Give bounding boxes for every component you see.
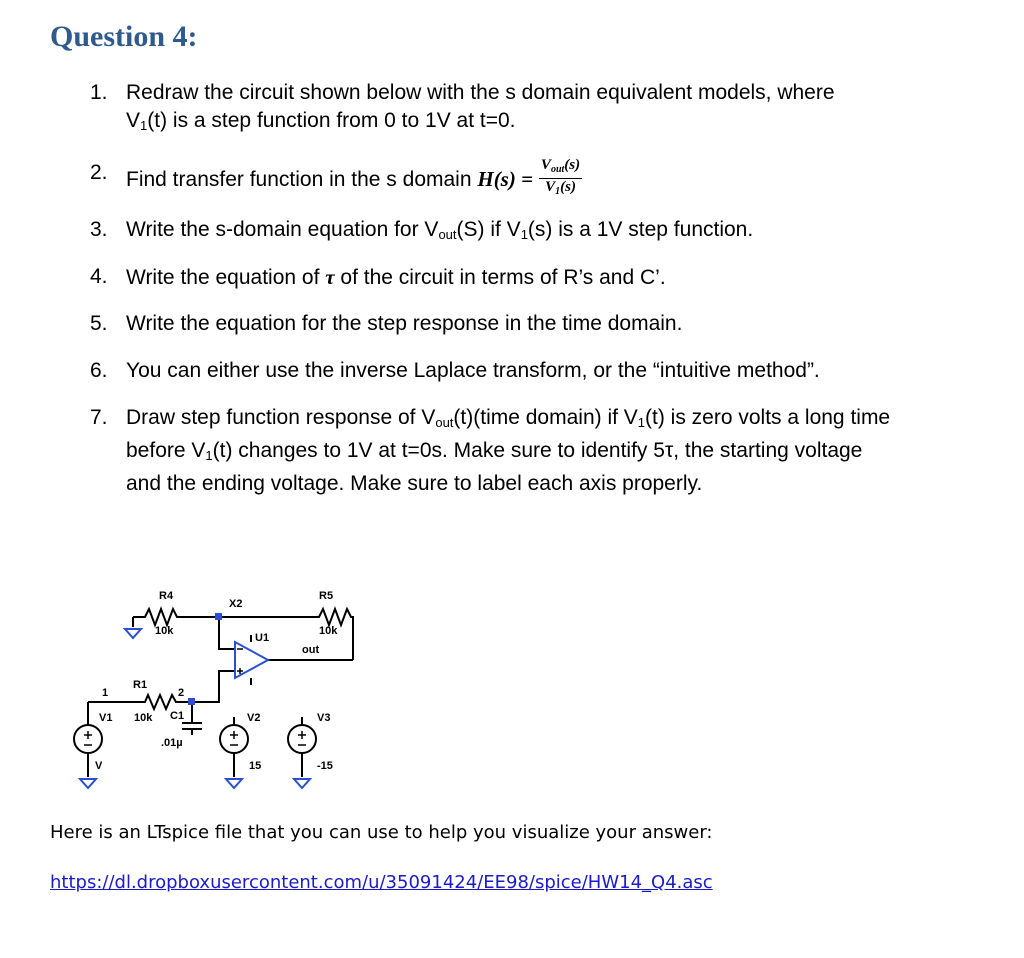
item-text-line2: $V_1(t)$ is a step function from 0 to 1V at t=0. xyxy=(126,109,516,133)
item-text: Draw step function response of $V_{out}(t)(time$ domain) if $V_1(t)$ is zero volts a long time before $V_1(t)$ changes to 1V at t=0s. Make sure to identify 5τ, the starting voltage and the ending voltage. Make sure to label each axis properly. xyxy=(126,406,891,495)
label-node-1: 1 xyxy=(102,687,109,699)
question-title: Question 4: xyxy=(50,20,198,53)
label-r5: R5 xyxy=(319,590,334,602)
label-r1: R1 xyxy=(133,679,148,691)
ltspice-file-link[interactable]: https://dl.dropboxusercontent.com/u/35091424/EE98/spice/HW14_Q4.asc xyxy=(50,872,713,893)
item-number: 3. xyxy=(90,218,108,241)
item-number: 6. xyxy=(90,359,108,382)
label-node-2: 2 xyxy=(178,687,185,699)
item-text: You can either use the inverse Laplace transform, or the “intuitive method”. xyxy=(126,359,820,382)
label-v3-value: -15 xyxy=(317,760,333,772)
note-text: Here is an LTspice file that you can use to help you visualize your answer: xyxy=(50,822,713,843)
label-v2-value: 15 xyxy=(249,760,262,772)
label-c1-value: .01µ xyxy=(161,737,183,749)
label-r5-value: 10k xyxy=(319,625,338,637)
transfer-function-label: H(s) = xyxy=(477,167,534,192)
label-out: out xyxy=(302,644,320,656)
label-v2: V2 xyxy=(247,712,261,724)
label-r4-value: 10k xyxy=(155,625,174,637)
label-r1-value: 10k xyxy=(134,712,153,724)
item-number: 5. xyxy=(90,312,108,335)
circuit-schematic xyxy=(55,585,375,805)
label-c1: C1 xyxy=(170,710,185,722)
transfer-function-fraction: $\frac{V_{out}(s)}{V_1(s)}$ xyxy=(540,157,581,197)
label-v: V xyxy=(95,760,103,772)
item-text: Find transfer function in the s domain H(s) = $\frac{V_{out}(s)}{V_1(s)}$ xyxy=(126,159,1006,202)
item-text: Write the equation for the step response in the time domain. xyxy=(126,312,683,335)
label-v3: V3 xyxy=(317,712,331,724)
item-number: 4. xyxy=(90,265,108,288)
label-x2: X2 xyxy=(229,598,243,610)
label-v1: V1 xyxy=(99,712,113,724)
item-number: 1. xyxy=(90,81,108,104)
item-number: 7. xyxy=(90,406,108,429)
item-text: Write the s-domain equation for $V_{out}(S)$ if $V_1(s)$ is a 1V step function. xyxy=(126,218,754,242)
item-text: Redraw the circuit shown below with the s domain equivalent models, where xyxy=(126,81,835,104)
label-u1: U1 xyxy=(255,632,270,644)
label-r4: R4 xyxy=(159,590,174,602)
item-text: Write the equation of τ of the circuit in terms of R’s and C’. xyxy=(126,265,666,289)
item-number: 2. xyxy=(90,161,108,184)
